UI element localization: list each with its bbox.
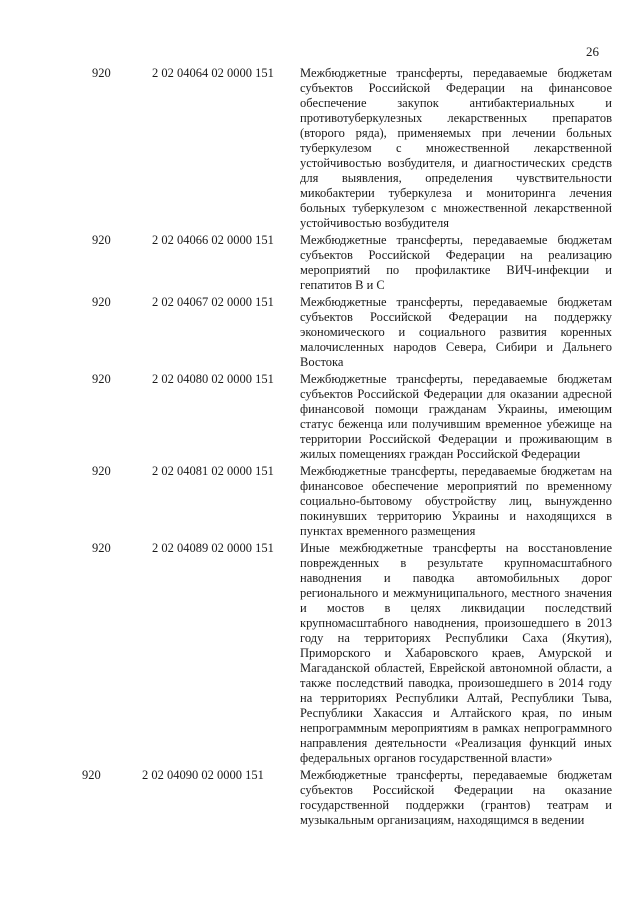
table-row [0,372,640,462]
admin-code: 920 [92,233,111,247]
row-description: Межбюджетные трансферты, передаваемые бюджетам субъектов Российской Федерации на финансовое обеспечение закупок антибактериальных и противотуберкулезных лекарственных препаратов (второго ряда), применяемых при лечении больных туберкулезом с множественной лекарственной устойчивостью возбудителя, и диагностических средств для выявления, определения чувствительности микобактерии туберкулеза и мониторинга лечения больных туберкулезом с множественной лекарственной устойчивостью возбудителя [300,66,612,230]
budget-code-table [0,66,640,830]
budget-classification-code: 2 02 04081 02 0000 151 [152,464,274,478]
admin-code: 920 [92,372,111,386]
admin-code: 920 [92,66,111,80]
row-description: Межбюджетные трансферты, передаваемые бюджетам субъектов Российской Федерации на оказание государственной поддержки (грантов) театрам и музыкальным организациям, находящимся в ведении [300,768,612,827]
row-description: Межбюджетные трансферты, передаваемые бюджетам субъектов Российской Федерации на реализацию мероприятий по профилактике ВИЧ-инфекции и гепатитов B и C [300,233,612,292]
budget-classification-code: 2 02 04089 02 0000 151 [152,541,274,555]
table-row [0,233,640,293]
budget-classification-code: 2 02 04067 02 0000 151 [152,295,274,309]
row-description: Межбюджетные трансферты, передаваемые бюджетам субъектов Российской Федерации на поддержку экономического и социального развития коренных малочисленных народов Севера, Сибири и Дальнего Востока [300,295,612,369]
row-description: Иные межбюджетные трансферты на восстановление поврежденных в результате крупномасштабного наводнения и паводка автомобильных дорог регионального и межмуниципального, местного значения и мостов в целях ликвидации последствий крупномасштабного наводнения, произошедшего в 2013 году на территориях Республики Саха (Якутия), Приморского и Хабаровского краев, Амурской и Магаданской областей, Еврейской автономной области, а также последствий паводка, произошедшего в 2014 году на территориях Республики Алтай, Республики Тыва, Республики Хакассия и Алтайского края, по иным непрограммным мероприятиям в рамках непрограммного направления деятельности «Реализация функций иных федеральных органов государственной власти» [300,541,612,765]
budget-classification-code: 2 02 04090 02 0000 151 [142,768,264,782]
row-description: Межбюджетные трансферты, передаваемые бюджетам субъектов Российской Федерации для оказании адресной финансовой помощи гражданам Украины, имеющим статус беженца или получившим временное убежище на территории Российской Федерации и проживающим в жилых помещениях граждан Российской Федерации [300,372,612,461]
budget-classification-code: 2 02 04080 02 0000 151 [152,372,274,386]
table-row [0,768,640,828]
table-row [0,66,640,231]
admin-code: 920 [92,464,111,478]
admin-code: 920 [92,541,111,555]
admin-code: 920 [82,768,101,782]
admin-code: 920 [92,295,111,309]
table-row [0,541,640,766]
page-number: 26 [586,44,599,59]
row-description: Межбюджетные трансферты, передаваемые бюджетам на финансовое обеспечение мероприятий по временному социально-бытовому обустройству лиц, вынужденно покинувших территорию Украины и находящихся в пунктах временного размещения [300,464,612,538]
table-row [0,464,640,539]
budget-classification-code: 2 02 04064 02 0000 151 [152,66,274,80]
table-row [0,295,640,370]
budget-classification-code: 2 02 04066 02 0000 151 [152,233,274,247]
